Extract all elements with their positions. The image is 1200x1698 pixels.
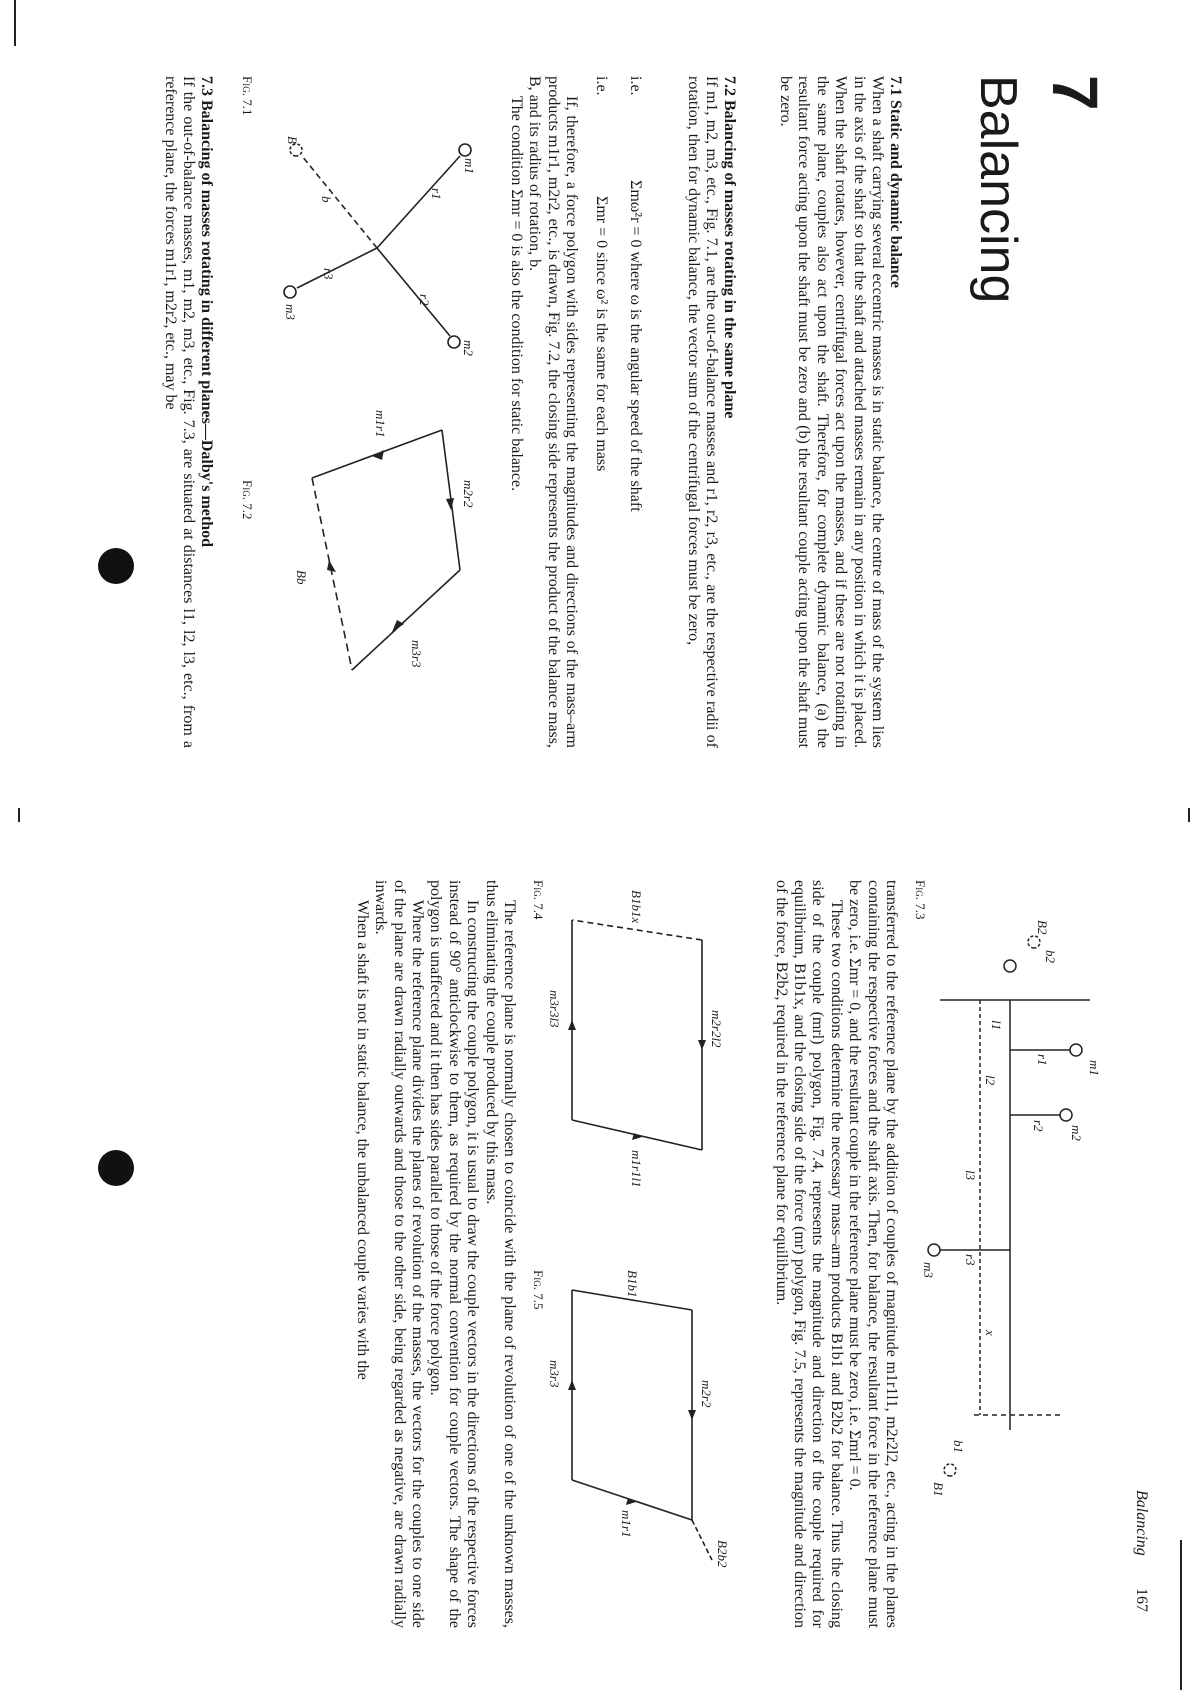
fig72-label: m3r3: [409, 640, 424, 668]
section-heading: 7.1 Static and dynamic balance: [887, 76, 904, 289]
scan-mark: [1188, 808, 1190, 822]
paragraph: Where the reference plane divides the planes of revolution of the masses, the vectors for the couples to one side of the plane are drawn radially outwards and those to the other side, being regarded as negative, are drawn radially inwards.: [372, 880, 426, 1628]
paragraph: transferred to the reference plane by the addition of couples of magnitude m1r1l1, m2r2l2, etc., acting in the planes containing the respective forces and the shaft axis. Then, for balance, the resultant force in the reference plane must be zero, i.e. Σmr = 0, and the resultant couple in the reference plane must be zero, i.e. Σmrl = 0.: [846, 880, 900, 1628]
figure-caption: Fig. 7.2: [240, 480, 255, 520]
paragraph: When a shaft carrying several eccentric masses is in static balance, the centre of mass of the system lies in the axis of the shaft so that the shaft and attached masses remain in any position in which it is placed. When the shaft rotates, however, centrifugal forces act upon the masses, and if these are not rotating in the same plane, couples also act upon the shaft. Therefore, for complete dynamic balance, (a) the resultant force acting upon the shaft must be zero and (b) the resultant couple acting upon the shaft must be zero.: [776, 76, 886, 748]
figure-7-2: [262, 410, 476, 710]
fig73-label: l1: [989, 1020, 1004, 1031]
fig74-label: m3r3l3: [547, 990, 562, 1028]
section-7-2-cont: [506, 76, 580, 748]
fig73-label: m2: [1069, 1125, 1084, 1141]
fig72-label: m2r2: [461, 480, 476, 508]
equation: Σmr = 0 since ω² is the same for each mass: [593, 196, 610, 472]
equation: Σmω²r = 0 where ω is the angular speed of the shaft: [627, 180, 644, 512]
fig73-label: B2: [1035, 920, 1050, 935]
fig71-label: m1: [462, 158, 477, 174]
fig73-label: m1: [1087, 1060, 1102, 1076]
section-7-2: [683, 76, 738, 748]
figure-caption: Fig. 7.5: [531, 1270, 546, 1310]
fig72-label: Bb: [294, 570, 309, 585]
fig73-label: x: [983, 1330, 998, 1336]
scan-edge-mark: [1180, 1540, 1182, 1690]
fig73-label: r3: [963, 1254, 978, 1266]
figure-7-3: [890, 870, 1130, 1550]
paragraph: In constructing the couple polygon, it is usual to draw the couple vectors in the directions of the respective forces instead of 90° anticlockwise to them, as required by the normal convention for couple vectors. The shape of the polygon is unaffected and it then has sides parallel to those of the force polygon.: [427, 880, 482, 1628]
paragraph: If m1, m2, m3, etc., Fig. 7.1, are the out-of-balance masses and r1, r2, r3, etc., are the respective radii of rotation, then for dynamic balance, the vector sum of the centrifugal forces must be zero,: [684, 76, 720, 748]
fig73-label: r1: [1035, 1054, 1050, 1066]
fig71-label: r3: [321, 268, 336, 280]
fig74-label: m1r1l1: [629, 1150, 644, 1188]
paragraph: If the out-of-balance masses, m1, m2, m3, etc., Fig. 7.3, are situated at distances l1, l2, l3, etc., from a reference plane, the forces m1r1, m2r2, etc., may be: [161, 76, 197, 748]
section-7-3: [160, 76, 215, 748]
paragraph: If, therefore, a force polygon with sides representing the magnitudes and directions of the mass–arm products m1r1, m2r2, etc., is drawn, Fig. 7.2, the closing side represents the product of the balance mass, B, and its radius of rotation, b.: [526, 76, 580, 748]
fig73-label: l2: [983, 1075, 998, 1086]
fig75-label: B1b1: [625, 1270, 640, 1298]
fig71-label: m3: [283, 304, 298, 320]
figure-7-5: [542, 1270, 732, 1600]
fig71-label: b: [319, 196, 334, 203]
figure-caption: Fig. 7.4: [531, 880, 546, 920]
fig75-label: m1r1: [619, 1510, 634, 1538]
right-page: [0, 870, 1200, 1698]
section-7-1: [776, 76, 904, 748]
running-head: Balancing: [1133, 1490, 1150, 1556]
fig73-label: m3: [921, 1262, 936, 1278]
fig73-label: r2: [1031, 1120, 1046, 1132]
fig72-label: m1r1: [373, 410, 388, 438]
paragraph: The reference plane is normally chosen to coincide with the plane of revolution of one of the unknown masses, thus eliminating the couple produced by this mass.: [482, 880, 518, 1628]
figure-7-1: [262, 118, 477, 358]
scan-mark: [18, 808, 20, 822]
fig73-label: B1: [931, 1482, 946, 1497]
fig71-label: r2: [417, 294, 432, 306]
right-body-1: [771, 880, 900, 1628]
fig73-label: b2: [1043, 950, 1058, 963]
equation-label: i.e.: [593, 76, 610, 96]
paragraph: The condition Σmr = 0 is also the condition for static balance.: [507, 96, 525, 492]
fig71-label: m2: [461, 340, 476, 356]
figure-7-4: [542, 890, 732, 1220]
equation-label: i.e.: [627, 76, 644, 96]
fig71-label: r1: [429, 188, 444, 200]
fig74-label: B1b1x: [629, 890, 644, 924]
fig73-label: l3: [963, 1170, 978, 1181]
figure-caption: Fig. 7.3: [913, 880, 928, 920]
right-body-2: [352, 880, 518, 1628]
section-heading: 7.3 Balancing of masses rotating in different planes—Dalby's method: [198, 76, 215, 547]
figure-caption: Fig. 7.1: [240, 76, 255, 116]
chapter-number: 7: [1039, 75, 1111, 111]
paragraph: These two conditions determine the necessary mass–arm products B1b1 and B2b2 for balance. Thus the closing side of the couple (mrl) polygon, Fig. 7.4, represents the magnitude and direction of the couple required for equilibrium, B1b1x, and the closing side of the force (mr) polygon, Fig. 7.5, represents the magnitude and direction of the force, B2b2, required in the reference plane for equilibrium.: [772, 880, 845, 1628]
fig75-label: B2b2: [715, 1540, 730, 1568]
section-heading: 7.2 Balancing of masses rotating in the same plane: [721, 76, 738, 419]
punch-hole: [98, 548, 134, 584]
punch-hole: [98, 1150, 134, 1186]
fig75-label: m2r2: [699, 1380, 714, 1408]
page-number: 167: [1133, 1588, 1150, 1612]
chapter-title: Balancing: [969, 75, 1027, 304]
scan-edge-mark: [14, 0, 16, 46]
fig74-label: m2r2l2: [709, 1010, 724, 1048]
fig75-label: m3r3: [547, 1360, 562, 1388]
fig71-label: B: [285, 136, 300, 144]
paragraph: When a shaft is not in static balance, the unbalanced couple varies with the: [353, 900, 371, 1380]
left-page: [0, 0, 1200, 810]
fig73-label: b1: [951, 1440, 966, 1453]
